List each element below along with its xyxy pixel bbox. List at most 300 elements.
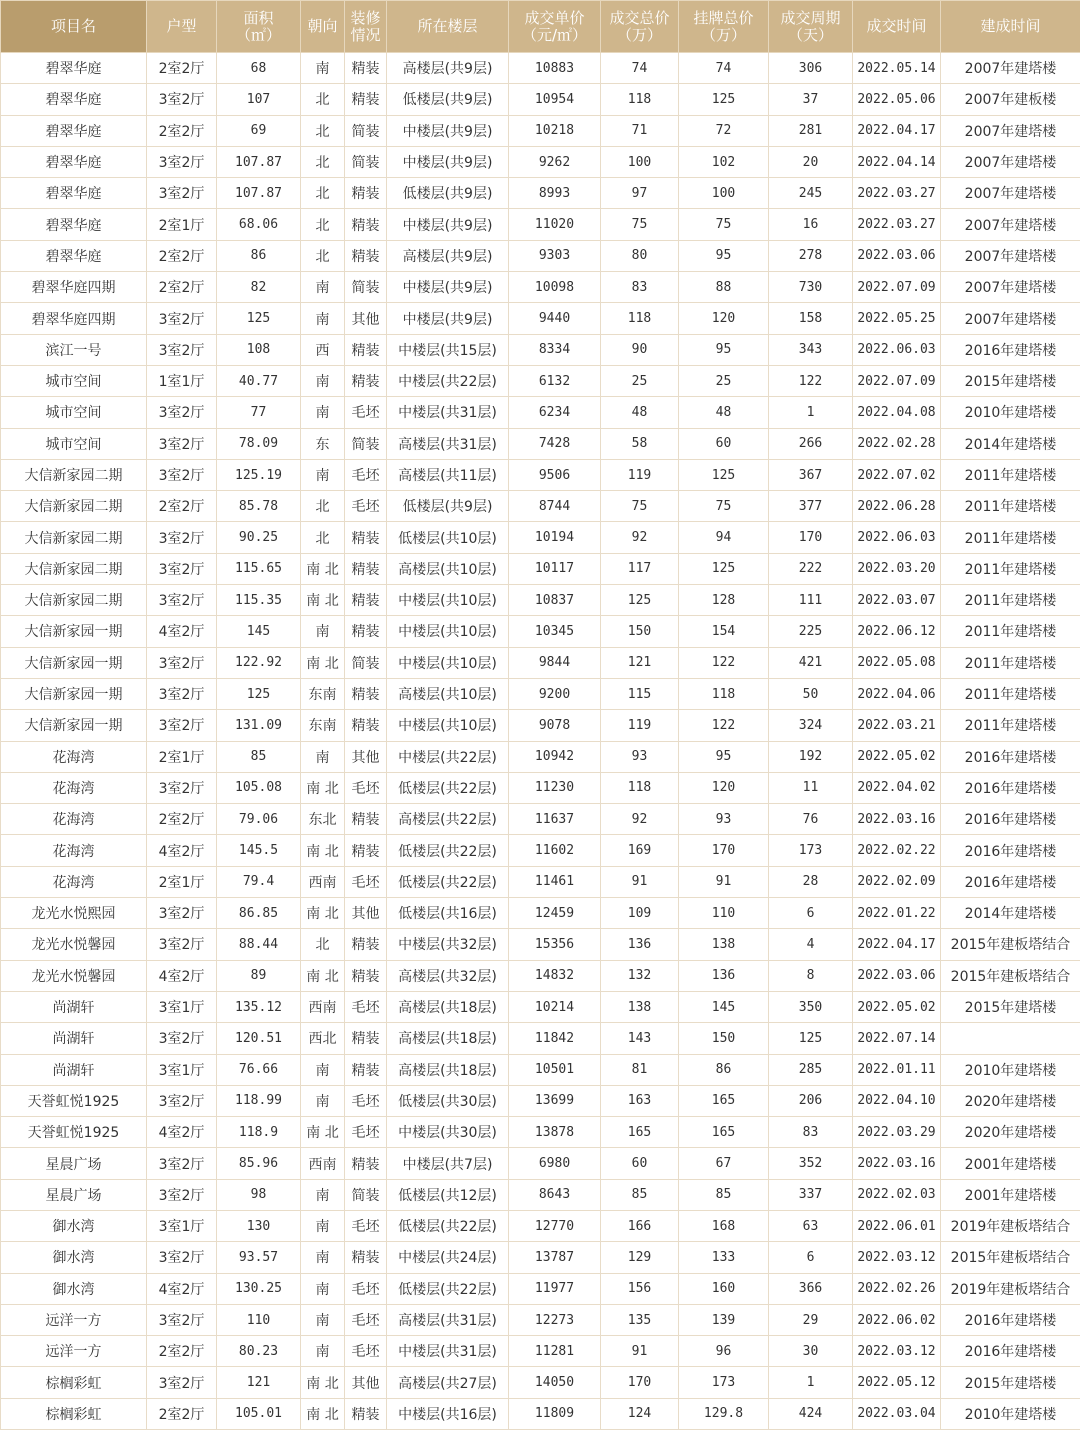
cell-layout: 4室2厅 [147,960,217,991]
header-project-name: 项目名 [1,1,147,53]
cell-orientation: 东南 [301,678,345,709]
cell-decoration: 简装 [345,115,387,146]
header-row [1,1,1080,53]
table-body [1,53,1080,1430]
cell-deal-date: 2022.04.08 [853,397,941,428]
cell-total-price: 165 [601,1117,679,1148]
cell-total-price: 71 [601,115,679,146]
table-row [1,178,1080,209]
cell-deal-date: 2022.03.06 [853,960,941,991]
cell-decoration: 精装 [345,522,387,553]
cell-orientation: 南 [301,1085,345,1116]
cell-floor: 中楼层(共10层) [387,647,509,678]
cell-floor: 中楼层(共9层) [387,115,509,146]
cell-build-year: 2011年建塔楼 [941,585,1080,616]
cell-orientation: 南 [301,53,345,84]
cell-floor: 中楼层(共24层) [387,1242,509,1273]
cell-deal-cycle: 83 [769,1117,853,1148]
cell-layout: 1室1厅 [147,365,217,396]
cell-orientation: 南 [301,741,345,772]
cell-unit-price: 12770 [509,1210,601,1241]
cell-total-price: 75 [601,209,679,240]
cell-listing-price: 118 [679,678,769,709]
cell-deal-cycle: 350 [769,991,853,1022]
cell-listing-price: 154 [679,616,769,647]
cell-orientation: 南 [301,1336,345,1367]
cell-deal-cycle: 20 [769,146,853,177]
cell-area: 145 [217,616,301,647]
cell-total-price: 81 [601,1054,679,1085]
cell-area: 107.87 [217,178,301,209]
cell-deal-date: 2022.04.06 [853,678,941,709]
cell-deal-cycle: 6 [769,1242,853,1273]
table-row [1,1336,1080,1367]
cell-decoration: 其他 [345,1367,387,1398]
table-row [1,209,1080,240]
cell-unit-price: 7428 [509,428,601,459]
table-row [1,1398,1080,1429]
cell-build-year: 2016年建塔楼 [941,334,1080,365]
cell-deal-date: 2022.05.14 [853,53,941,84]
cell-area: 118.99 [217,1085,301,1116]
cell-deal-cycle: 6 [769,898,853,929]
cell-project-name: 尚湖轩 [1,991,147,1022]
cell-layout: 2室1厅 [147,209,217,240]
cell-layout: 2室1厅 [147,741,217,772]
table-row [1,991,1080,1022]
cell-unit-price: 13878 [509,1117,601,1148]
cell-deal-cycle: 377 [769,491,853,522]
cell-decoration: 简装 [345,428,387,459]
cell-deal-date: 2022.05.12 [853,1367,941,1398]
cell-total-price: 136 [601,929,679,960]
cell-build-year: 2015年建塔楼 [941,1367,1080,1398]
cell-orientation: 西南 [301,991,345,1022]
cell-unit-price: 11602 [509,835,601,866]
cell-total-price: 90 [601,334,679,365]
cell-project-name: 御水湾 [1,1273,147,1304]
cell-deal-date: 2022.03.20 [853,553,941,584]
cell-total-price: 138 [601,991,679,1022]
cell-area: 68 [217,53,301,84]
cell-project-name: 尚湖轩 [1,1054,147,1085]
cell-floor: 低楼层(共10层) [387,522,509,553]
cell-layout: 3室2厅 [147,1304,217,1335]
cell-build-year: 2016年建塔楼 [941,804,1080,835]
cell-decoration: 精装 [345,84,387,115]
cell-listing-price: 125 [679,459,769,490]
table-row [1,1085,1080,1116]
cell-orientation: 南 北 [301,647,345,678]
cell-build-year: 2015年建板塔结合 [941,1242,1080,1273]
table-row [1,1242,1080,1273]
cell-orientation: 西南 [301,866,345,897]
cell-layout: 3室2厅 [147,553,217,584]
cell-deal-date: 2022.01.22 [853,898,941,929]
cell-unit-price: 9200 [509,678,601,709]
cell-area: 108 [217,334,301,365]
cell-deal-date: 2022.02.28 [853,428,941,459]
cell-layout: 3室2厅 [147,428,217,459]
cell-floor: 高楼层(共18层) [387,1023,509,1054]
cell-unit-price: 14050 [509,1367,601,1398]
cell-unit-price: 11020 [509,209,601,240]
table-row [1,1148,1080,1179]
cell-area: 93.57 [217,1242,301,1273]
cell-build-year: 2014年建塔楼 [941,898,1080,929]
cell-listing-price: 102 [679,146,769,177]
cell-deal-date: 2022.03.06 [853,240,941,271]
cell-floor: 低楼层(共16层) [387,898,509,929]
cell-orientation: 南 北 [301,898,345,929]
cell-build-year: 2015年建塔楼 [941,991,1080,1022]
cell-project-name: 滨江一号 [1,334,147,365]
table-row [1,1304,1080,1335]
cell-project-name: 天誉虹悦1925 [1,1085,147,1116]
cell-build-year: 2007年建板楼 [941,84,1080,115]
table-row [1,866,1080,897]
cell-orientation: 南 北 [301,585,345,616]
cell-layout: 3室2厅 [147,585,217,616]
cell-deal-date: 2022.02.09 [853,866,941,897]
cell-project-name: 碧翠华庭 [1,84,147,115]
cell-decoration: 精装 [345,334,387,365]
cell-deal-cycle: 1 [769,397,853,428]
cell-build-year: 2011年建塔楼 [941,616,1080,647]
cell-project-name: 大信新家园二期 [1,553,147,584]
cell-floor: 低楼层(共9层) [387,491,509,522]
cell-deal-date: 2022.02.22 [853,835,941,866]
cell-area: 68.06 [217,209,301,240]
cell-orientation: 北 [301,84,345,115]
cell-listing-price: 133 [679,1242,769,1273]
table-row [1,1054,1080,1085]
cell-build-year: 2011年建塔楼 [941,491,1080,522]
cell-project-name: 大信新家园一期 [1,678,147,709]
cell-project-name: 大信新家园二期 [1,522,147,553]
cell-deal-date: 2022.04.17 [853,115,941,146]
cell-orientation: 北 [301,240,345,271]
cell-area: 85 [217,741,301,772]
cell-deal-date: 2022.03.07 [853,585,941,616]
cell-listing-price: 91 [679,866,769,897]
cell-unit-price: 9262 [509,146,601,177]
cell-listing-price: 173 [679,1367,769,1398]
cell-area: 90.25 [217,522,301,553]
cell-listing-price: 95 [679,741,769,772]
cell-deal-cycle: 111 [769,585,853,616]
cell-decoration: 简装 [345,1179,387,1210]
cell-build-year: 2007年建塔楼 [941,240,1080,271]
cell-project-name: 龙光水悦熙园 [1,898,147,929]
cell-area: 107.87 [217,146,301,177]
cell-area: 78.09 [217,428,301,459]
cell-deal-cycle: 730 [769,272,853,303]
cell-deal-cycle: 366 [769,1273,853,1304]
cell-listing-price: 86 [679,1054,769,1085]
cell-orientation: 南 [301,1242,345,1273]
cell-listing-price: 25 [679,365,769,396]
cell-build-year: 2016年建塔楼 [941,741,1080,772]
cell-orientation: 西北 [301,1023,345,1054]
cell-orientation: 南 北 [301,1117,345,1148]
cell-floor: 高楼层(共22层) [387,804,509,835]
cell-unit-price: 8334 [509,334,601,365]
cell-listing-price: 160 [679,1273,769,1304]
cell-deal-cycle: 76 [769,804,853,835]
cell-decoration: 毛坯 [345,1117,387,1148]
cell-unit-price: 11281 [509,1336,601,1367]
cell-listing-price: 75 [679,491,769,522]
cell-unit-price: 10837 [509,585,601,616]
cell-deal-cycle: 170 [769,522,853,553]
cell-deal-date: 2022.07.14 [853,1023,941,1054]
cell-project-name: 碧翠华庭 [1,209,147,240]
cell-orientation: 北 [301,146,345,177]
cell-area: 76.66 [217,1054,301,1085]
cell-orientation: 南 北 [301,835,345,866]
cell-floor: 中楼层(共31层) [387,397,509,428]
cell-project-name: 远洋一方 [1,1336,147,1367]
cell-project-name: 城市空间 [1,428,147,459]
cell-build-year: 2007年建塔楼 [941,115,1080,146]
cell-unit-price: 14832 [509,960,601,991]
cell-orientation: 北 [301,209,345,240]
cell-deal-cycle: 222 [769,553,853,584]
table-row [1,1117,1080,1148]
cell-decoration: 毛坯 [345,772,387,803]
cell-orientation: 东北 [301,804,345,835]
cell-layout: 4室2厅 [147,835,217,866]
cell-build-year: 2015年建板塔结合 [941,960,1080,991]
cell-deal-date: 2022.06.02 [853,1304,941,1335]
cell-listing-price: 93 [679,804,769,835]
cell-deal-date: 2022.05.02 [853,741,941,772]
cell-total-price: 156 [601,1273,679,1304]
cell-layout: 3室2厅 [147,1148,217,1179]
cell-area: 105.01 [217,1398,301,1429]
cell-decoration: 毛坯 [345,459,387,490]
cell-layout: 3室2厅 [147,929,217,960]
cell-total-price: 169 [601,835,679,866]
cell-listing-price: 170 [679,835,769,866]
cell-project-name: 碧翠华庭 [1,240,147,271]
cell-deal-date: 2022.06.03 [853,334,941,365]
cell-deal-date: 2022.05.08 [853,647,941,678]
cell-deal-date: 2022.02.26 [853,1273,941,1304]
cell-area: 86.85 [217,898,301,929]
cell-project-name: 大信新家园二期 [1,585,147,616]
cell-listing-price: 75 [679,209,769,240]
cell-floor: 高楼层(共27层) [387,1367,509,1398]
cell-build-year: 2011年建塔楼 [941,553,1080,584]
cell-unit-price: 11461 [509,866,601,897]
cell-unit-price: 13699 [509,1085,601,1116]
cell-build-year: 2020年建塔楼 [941,1117,1080,1148]
cell-deal-date: 2022.03.27 [853,178,941,209]
cell-build-year: 2015年建板塔结合 [941,929,1080,960]
cell-floor: 高楼层(共32层) [387,960,509,991]
header-total-price: 成交总价 （万） [601,1,679,53]
cell-total-price: 125 [601,585,679,616]
cell-project-name: 大信新家园一期 [1,647,147,678]
cell-build-year: 2007年建塔楼 [941,146,1080,177]
cell-build-year: 2007年建塔楼 [941,209,1080,240]
cell-orientation: 南 [301,1179,345,1210]
cell-decoration: 精装 [345,1023,387,1054]
cell-area: 130 [217,1210,301,1241]
cell-area: 122.92 [217,647,301,678]
cell-deal-cycle: 225 [769,616,853,647]
cell-listing-price: 168 [679,1210,769,1241]
cell-decoration: 其他 [345,741,387,772]
cell-orientation: 东南 [301,710,345,741]
cell-build-year: 2020年建塔楼 [941,1085,1080,1116]
cell-listing-price: 94 [679,522,769,553]
cell-unit-price: 10098 [509,272,601,303]
cell-deal-cycle: 29 [769,1304,853,1335]
cell-total-price: 132 [601,960,679,991]
table-row [1,647,1080,678]
cell-total-price: 121 [601,647,679,678]
cell-floor: 中楼层(共10层) [387,710,509,741]
cell-floor: 高楼层(共31层) [387,428,509,459]
cell-listing-price: 138 [679,929,769,960]
cell-deal-date: 2022.07.02 [853,459,941,490]
cell-decoration: 精装 [345,1242,387,1273]
cell-layout: 2室2厅 [147,53,217,84]
cell-unit-price: 11230 [509,772,601,803]
cell-deal-cycle: 424 [769,1398,853,1429]
cell-decoration: 毛坯 [345,1336,387,1367]
cell-floor: 中楼层(共31层) [387,1336,509,1367]
cell-unit-price: 11842 [509,1023,601,1054]
table-row [1,365,1080,396]
cell-decoration: 毛坯 [345,1273,387,1304]
cell-listing-price: 136 [679,960,769,991]
cell-deal-cycle: 281 [769,115,853,146]
cell-listing-price: 85 [679,1179,769,1210]
header-floor: 所在楼层 [387,1,509,53]
cell-orientation: 北 [301,522,345,553]
cell-layout: 3室2厅 [147,898,217,929]
table-row [1,146,1080,177]
cell-project-name: 城市空间 [1,397,147,428]
cell-listing-price: 129.8 [679,1398,769,1429]
cell-build-year: 2016年建塔楼 [941,1304,1080,1335]
cell-floor: 低楼层(共22层) [387,772,509,803]
cell-decoration: 毛坯 [345,397,387,428]
cell-listing-price: 139 [679,1304,769,1335]
cell-area: 86 [217,240,301,271]
cell-area: 135.12 [217,991,301,1022]
cell-area: 77 [217,397,301,428]
cell-build-year: 2007年建塔楼 [941,178,1080,209]
cell-area: 85.78 [217,491,301,522]
cell-deal-date: 2022.03.12 [853,1336,941,1367]
header-unit-price: 成交单价 （元/㎡） [509,1,601,53]
cell-listing-price: 120 [679,772,769,803]
cell-total-price: 74 [601,53,679,84]
cell-project-name: 星晨广场 [1,1179,147,1210]
cell-project-name: 碧翠华庭 [1,53,147,84]
cell-build-year: 2016年建塔楼 [941,1336,1080,1367]
cell-deal-cycle: 352 [769,1148,853,1179]
table-row [1,84,1080,115]
cell-layout: 3室2厅 [147,710,217,741]
cell-floor: 低楼层(共22层) [387,866,509,897]
cell-project-name: 花海湾 [1,835,147,866]
cell-layout: 3室1厅 [147,1054,217,1085]
cell-orientation: 南 [301,1210,345,1241]
cell-layout: 3室2厅 [147,1085,217,1116]
cell-total-price: 150 [601,616,679,647]
cell-project-name: 碧翠华庭 [1,115,147,146]
cell-layout: 3室2厅 [147,1242,217,1273]
cell-project-name: 花海湾 [1,804,147,835]
cell-deal-cycle: 266 [769,428,853,459]
cell-build-year: 2007年建塔楼 [941,303,1080,334]
cell-project-name: 花海湾 [1,866,147,897]
cell-deal-date: 2022.05.06 [853,84,941,115]
cell-area: 107 [217,84,301,115]
cell-unit-price: 10214 [509,991,601,1022]
cell-layout: 3室2厅 [147,397,217,428]
cell-decoration: 精装 [345,178,387,209]
cell-deal-cycle: 63 [769,1210,853,1241]
cell-listing-price: 120 [679,303,769,334]
cell-build-year: 2011年建塔楼 [941,459,1080,490]
table-row [1,616,1080,647]
cell-deal-date: 2022.05.25 [853,303,941,334]
cell-project-name: 棕榈彩虹 [1,1398,147,1429]
cell-floor: 中楼层(共16层) [387,1398,509,1429]
cell-deal-cycle: 245 [769,178,853,209]
table-row [1,459,1080,490]
cell-deal-cycle: 173 [769,835,853,866]
cell-listing-price: 60 [679,428,769,459]
cell-deal-date: 2022.04.02 [853,772,941,803]
cell-total-price: 117 [601,553,679,584]
cell-project-name: 御水湾 [1,1242,147,1273]
cell-decoration: 简装 [345,647,387,678]
cell-total-price: 92 [601,522,679,553]
cell-build-year: 2001年建塔楼 [941,1148,1080,1179]
cell-project-name: 远洋一方 [1,1304,147,1335]
cell-build-year: 2010年建塔楼 [941,1398,1080,1429]
cell-deal-date: 2022.03.29 [853,1117,941,1148]
cell-layout: 3室2厅 [147,303,217,334]
cell-unit-price: 9440 [509,303,601,334]
cell-layout: 2室2厅 [147,491,217,522]
table-row [1,1179,1080,1210]
cell-listing-price: 125 [679,84,769,115]
cell-listing-price: 72 [679,115,769,146]
cell-project-name: 碧翠华庭 [1,146,147,177]
cell-area: 98 [217,1179,301,1210]
cell-orientation: 西南 [301,1148,345,1179]
cell-project-name: 龙光水悦馨园 [1,960,147,991]
table-row [1,553,1080,584]
cell-deal-cycle: 122 [769,365,853,396]
cell-unit-price: 9506 [509,459,601,490]
table-row [1,272,1080,303]
cell-area: 121 [217,1367,301,1398]
cell-floor: 中楼层(共10层) [387,585,509,616]
cell-layout: 3室2厅 [147,459,217,490]
cell-total-price: 118 [601,84,679,115]
cell-decoration: 毛坯 [345,991,387,1022]
